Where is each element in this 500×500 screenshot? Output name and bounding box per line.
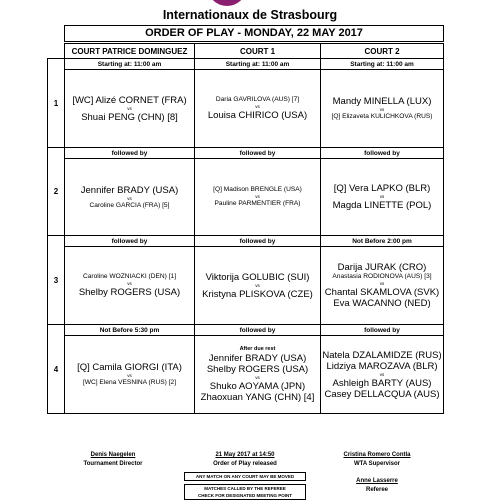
player-name: Daria GAVRILOVA (AUS) [7]: [215, 96, 300, 103]
notice-called: [184, 484, 306, 500]
player-name: Anastasia RODIONOVA (AUS) [3]: [332, 273, 432, 280]
versus-label: vs: [127, 281, 132, 286]
player-name: Jennifer BRADY (USA): [208, 353, 307, 364]
match-content: [321, 159, 443, 235]
player-name: Chantal SKAMLOVA (SVK): [324, 287, 440, 298]
match-cell: [321, 247, 444, 325]
start-time-label: followed by: [195, 236, 321, 247]
versus-label: vs: [379, 107, 385, 112]
signature-footer: [47, 451, 443, 500]
versus-label: vs: [255, 282, 260, 288]
match-note: After due rest: [239, 346, 276, 352]
player-name: Caroline WOZNIACKI (DEN) [1]: [82, 273, 177, 280]
supervisor-name: Cristina Romero Contla: [343, 452, 411, 458]
director-role: Tournament Director: [83, 461, 143, 467]
player-name: Zhaoxuan YANG (CHN) [4]: [200, 392, 315, 403]
notice-called-line: MATCHES CALLED BY THE REFEREE: [204, 486, 286, 491]
player-name: Kristyna PLISKOVA (CZE): [202, 288, 313, 300]
match-content: [195, 159, 320, 235]
match-cell: [65, 159, 195, 236]
player-name: Viktorija GOLUBIC (SUI): [205, 271, 310, 283]
referee-role: Referee: [365, 487, 388, 493]
match-order-number: 4: [48, 325, 65, 414]
time-header-row: [48, 59, 444, 70]
release-date: 21 May 2017 at 14:50: [215, 452, 275, 458]
match-content: [195, 336, 320, 413]
notice-meeting-line: CHECK FOR DESIGNATED MEETING POINT: [198, 493, 292, 498]
match-content: [321, 247, 443, 324]
order-of-play-heading: ORDER OF PLAY - MONDAY, 22 MAY 2017: [64, 25, 444, 42]
start-time-label: followed by: [321, 148, 444, 159]
player-name: Natela DZALAMIDZE (RUS): [322, 349, 442, 361]
versus-label: vs: [127, 195, 132, 201]
match-content: [321, 70, 443, 147]
start-time-label: Starting at: 11:00 am: [195, 59, 321, 70]
versus-label: vs: [379, 281, 385, 286]
time-header-row: [48, 148, 444, 159]
player-name: [Q] Camila GIORGI (ITA): [77, 362, 182, 373]
versus-label: vs: [379, 194, 385, 199]
start-time-label: followed by: [321, 325, 444, 336]
match-content: [65, 70, 194, 147]
player-name: [Q] Madison BRENGLE (USA): [213, 186, 302, 193]
start-time-label: followed by: [195, 148, 321, 159]
start-time-label: followed by: [195, 325, 321, 336]
player-name: Shelby ROGERS (USA): [206, 364, 309, 375]
start-time-label: Not Before 5:30 pm: [65, 325, 195, 336]
start-time-label: Not Before 2:00 pm: [321, 236, 444, 247]
supervisor-role: WTA Supervisor: [353, 461, 400, 467]
footer-release: [179, 451, 311, 500]
versus-label: vs: [255, 104, 260, 109]
match-order-number: 2: [48, 148, 65, 236]
match-order-number: 1: [48, 59, 65, 148]
corner-cell: [48, 44, 65, 59]
versus-label: vs: [255, 194, 260, 199]
footer-supervisor: [311, 451, 443, 495]
match-row: [48, 70, 444, 148]
player-name: Louisa CHIRICO (USA): [207, 110, 308, 121]
match-cell: [321, 336, 444, 414]
match-cell: [65, 336, 195, 414]
player-name: [WC] Alizé CORNET (FRA): [72, 94, 187, 106]
player-name: [Q] Elizaveta KULICHKOVA (RUS): [331, 113, 433, 120]
match-cell: [195, 247, 321, 325]
match-content: [195, 247, 320, 324]
match-cell: [195, 70, 321, 148]
court-name: COURT PATRICE DOMINGUEZ: [65, 44, 195, 59]
versus-label: vs: [379, 371, 385, 377]
versus-label: vs: [127, 373, 132, 378]
time-header-row: [48, 236, 444, 247]
court-header-row: [48, 44, 444, 59]
match-order-number: 3: [48, 236, 65, 325]
player-name: Casey DELLACQUA (AUS): [324, 388, 440, 400]
player-name: Magda LINETTE (POL): [332, 200, 432, 211]
player-name: Eva WACANNO (NED): [333, 298, 431, 309]
start-time-label: Starting at: 11:00 am: [65, 59, 195, 70]
versus-label: vs: [255, 375, 260, 380]
footer-director: [47, 451, 179, 469]
player-name: Shuai PENG (CHN) [8]: [81, 111, 178, 123]
player-name: [Q] Vera LAPKO (BLR): [333, 183, 431, 194]
player-name: Ashleigh BARTY (AUS): [332, 377, 432, 389]
player-name: Lidziya MAROZAVA (BLR): [326, 360, 438, 372]
player-name: Caroline GARCIA (FRA) [5]: [89, 201, 170, 209]
start-time-label: followed by: [65, 148, 195, 159]
director-name: Denis Naegelen: [90, 452, 136, 458]
match-cell: [321, 159, 444, 236]
match-cell: [321, 70, 444, 148]
player-name: Darija JURAK (CRO): [337, 262, 427, 273]
match-content: [65, 159, 194, 235]
match-content: [65, 336, 194, 413]
start-time-label: followed by: [65, 236, 195, 247]
match-row: [48, 336, 444, 414]
player-name: Jennifer BRADY (USA): [80, 184, 179, 196]
page-title: Internationaux de Strasbourg: [162, 8, 338, 22]
match-content: [321, 336, 443, 413]
versus-label: vs: [127, 105, 132, 111]
match-content: [195, 70, 320, 147]
player-name: Mandy MINELLA (LUX): [332, 96, 432, 107]
player-name: Shuko AOYAMA (JPN): [209, 381, 306, 392]
match-cell: [195, 336, 321, 414]
match-cell: [65, 247, 195, 325]
release-label: Order of Play released: [213, 461, 277, 467]
referee-name: Anne Lasserre: [356, 478, 398, 484]
court-name: COURT 2: [321, 44, 444, 59]
court-name: COURT 1: [195, 44, 321, 59]
player-name: Shelby ROGERS (USA): [78, 287, 181, 298]
match-cell: [195, 159, 321, 236]
player-name: Pauline PARMENTIER (FRA): [214, 200, 301, 207]
start-time-label: Starting at: 11:00 am: [321, 59, 444, 70]
match-row: [48, 247, 444, 325]
match-row: [48, 159, 444, 236]
match-cell: [65, 70, 195, 148]
tournament-logo: [207, 0, 247, 6]
match-content: [65, 247, 194, 324]
notice-moved: ANY MATCH ON ANY COURT MAY BE MOVED: [184, 472, 306, 481]
player-name: [WC] Elena VESNINA (RUS) [2]: [82, 379, 177, 386]
time-header-row: [48, 325, 444, 336]
order-of-play-table: [47, 43, 444, 414]
